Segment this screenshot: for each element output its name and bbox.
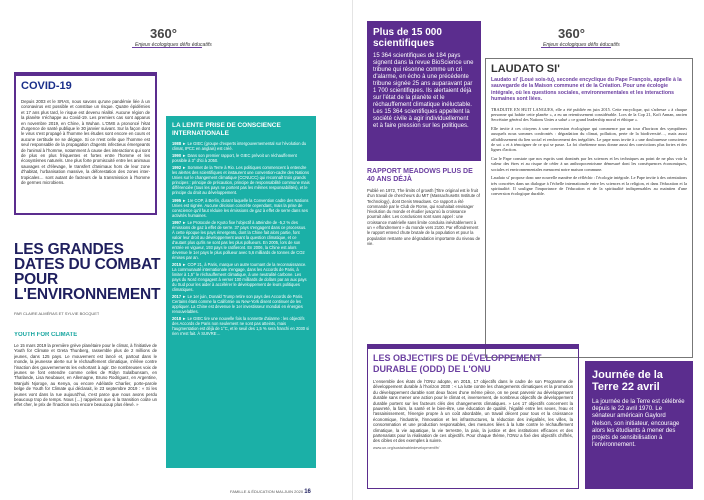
timeline-text: Le GIEC (groupe d'experts intergouvernemental sur l'évolution du climat, IPCC en anglais) est créé. <box>172 141 307 151</box>
section-subtitle: Enjeux écologiques défis éducatifs <box>135 42 212 48</box>
right-page <box>352 0 704 500</box>
earth-day-title: Journée de la Terre 22 avril <box>592 369 663 393</box>
odd-link[interactable]: www.un.org/sustainabledevelopment/fr/ <box>373 445 440 450</box>
timeline-text: Dans son premier rapport, le GIEC prévoit un réchauffement possible à 3° d'ici à 2050. <box>172 153 297 164</box>
covid-box <box>14 72 157 215</box>
byline: PAR CLAIRE ALMÉRAS ET SYLVIE BOCQUET <box>14 311 100 316</box>
timeline-item: 2015 ► COP 21, à Paris, marque un autre tournant de la reconnaissance. La communauté internationale s'engage, dans les Accords de Paris, à limiter à 1,5° le réchauffement climatique, à une neutralité carbone. Les pays du Nord s'engagent à verser 100 milliards de dollars par an aux pays du Sud pour les aider à accélérer le développement de leurs politiques climatiques. <box>172 261 307 292</box>
laudato-si-title: LAUDATO SI' <box>491 63 560 75</box>
laudato-si-p1: TRADUITE EN HUIT LANGUES, elle a été publiée en juin 2015. Cette encyclique, qui s'adresse « à chaque personne qui habite cette planète », a eu un retentissement considérable. Lors de la Cop 21, Kofi Annan, ancien Secrétaire général des Nations Unies a salué « ce grand leadership moral et éthique ». <box>491 106 687 123</box>
timeline-year: 1988 <box>172 141 182 146</box>
odd-box <box>367 344 579 489</box>
odd-text: L'ensemble des états de l'ONU adopte, en 2015, 17 objectifs dans le cadre de son Programme de développement durable à l'horizon 2030 : « La lutte contre les changements climatiques et la promotion du développement durable sont deux faces d'une même pièce, on ne peut parvenir au développement durable sans mener une action pour le climat et, inversement, de nombreux objectifs de développement durable portent sur les facteurs clés des changements climatiques. » Les 17 objectifs concernent la pauvreté, la faim, la santé et le bien-être, une éducation de qualité, l'égalité entre les sexes, l'eau et l'assainissement, l'énergie propre à un coût abordable, un travail décent pour tous et la croissance économique, l'industrie, l'innovation et les infrastructures, la réduction des inégalités, les villes, la consommation et une production responsables, des mesures liées à la lutte contre le réchauffement climatique, la vie aquatique, la vie terrestre, la paix, la justice et des institutions efficaces et des partenariats pour la réalisation de ces objectifs. Pour chaque thème, l'ONU a fixé des objectifs chiffrés, des cibles et des exemples à suivre. <box>373 379 573 444</box>
laudato-si-lede: Laudato si' (Loué sois-tu), seconde encyclique du Pape François, appelle à la sauvegarde de la Maison commune et de la Création. Pour une écologie intégrale, où les questions sociales, environnementales et les interactions humaines sont liées. <box>491 77 682 103</box>
footer-publication: FAMILLE & ÉDUCATION <box>230 489 275 494</box>
footer <box>230 489 311 495</box>
timeline-item: 1995 ► 1re COP, à Berlin, durant laquelle la Convention cadre des Nations Unies est signée. Aucune décision concrète cependant, mais la prise de conscience qu'il faut réduire les émissions de gaz à effet de serre dans ses activités humaines. <box>172 197 309 218</box>
laudato-si-p2: Elle invite à ces citoyens à une conversion écologique qui commence par un tour d'horizon des symptômes auxquels nous sommes confrontés : dégradation du climat, pollution, perte de la biodiversité…, mais aussi affaiblissement du lien social et renforcement des inégalités. Le pape nous invite à « une douloureuse conscience de soi » et à témoigner de ce qui se passe. La foi chrétienne nous donne aussi des convictions plus fortes et des lignes d'action. <box>491 125 687 153</box>
youth-for-climate-title: YOUTH FOR CLIMATE <box>14 332 78 338</box>
meadows-text: Publié en 1972, The limits of growth [Titre original est le fruit d'un travail de chercheurs du MIT (Massachusetts Institute of Technology), dont Denis Meadows. Ce rapport a été commandé par le Club de Rome, qui souhaitait envisager l'évolution du monde et étudier jusqu'où la croissance pourrait aller. Les conclusions sont sans appel : une croissance matérielle sans limite conduira inévitablement à un « effondrement » du monde vers 2100. Par effondrement le rapport entend chute brutale de la population et pour la population restante une dégradation importante du niveau de vie. <box>367 188 481 246</box>
youth-for-climate-text: Le 15 mars 2019 la première grève planétaire pour le climat, à l'initiative de Youth for Climate et Greta Thunberg, rassemble plus de 2 millions de jeunes, dans 125 pays. Le mouvement est lancé et, partout dans le monde, la jeunesse alerte sur le réchauffement climatique, s'élève contre l'inaction des gouvernements les exhortant à agir. De nombreuses voix de jeunes se font entendre comme celles de Ridyn Sulalbunsam, en Thaïlande, Lisa Neubauer, en Allemagne, Bruno Rodriguez, en Argentine, Wanjuhi Njoroge, au Kenya, ou encore Adélaïde Charlier, porte-parole belge de Youth for Climate qui déclarait, le 23 septembre 2019 : « Si les jeunes vont dans la rue aujourd'hui, c'est parce que nous avons perdu beaucoup trop de temps. Nous (…) rappelons que si la transition coûte un effet cher, le prix de l'inaction sera encore beaucoup plus élevé. » <box>14 343 157 408</box>
timeline-title: LA LENTE PRISE DE CONSCIENCE INTERNATIONALE <box>172 122 281 137</box>
timeline-list <box>172 141 310 336</box>
odd-title: LES OBJECTIFS DE DÉVELOPPEMENT DURABLE (ODD) DE L'ONU <box>373 353 542 374</box>
scientists-box <box>367 21 481 161</box>
covid-title: COVID-19 <box>21 80 72 92</box>
earth-day-box <box>585 361 693 489</box>
timeline-year: 1990 <box>172 153 182 159</box>
timeline-text: Le GIEC tire une nouvelle fois la sonnette d'alarme : les objectifs des Accords de Paris non seulement ne sont pas atteints, mais l'augmentation est déjà de 1°C, et le seuil des 1,5 % sera franchi en 2030 si rien n'est fait. À SUIVRE… <box>172 316 310 337</box>
timeline-text: Le 1er juin, Donald Trump retire son pays des Accords de Paris. Certains états comme la Californie ou New-York disent continuer de les appliquer. La Chine est devenue le 1er investisseur mondial en énergies renouvelables. <box>172 294 304 315</box>
page-number: 16 <box>304 489 311 495</box>
timeline-text: Sommet de la Terre à Rio. Les politiques commencent à entendre les alertes des scientifiques et instaurent une convention-cadre des Nations Unies sur le changement climatique (CCNUCC) qui reconnaît trois grands principes : principe de précaution, principe de responsabilité commune mais différenciée (tous les pays ne portent pas les mêmes responsabilités), et le principe du droit au développement. <box>172 165 310 196</box>
timeline-year: 1995 <box>172 197 182 203</box>
timeline-item: 1992 ► Sommet de la Terre à Rio. Les politiques commencent à entendre les alertes des scientifiques et instaurent une convention-cadre des Nations Unies sur le changement climatique (CCNUCC) qui reconnaît trois grands principes : principe de précaution, principe de responsabilité commune mais différenciée (tous les pays ne portent pas les mêmes responsabilités), et le principe du droit au développement. <box>172 165 310 196</box>
timeline-item: 1990 ► Dans son premier rapport, le GIEC prévoit un réchauffement possible à 3° d'ici à 2050. <box>172 153 297 164</box>
scientists-title: Plus de 15 000 scientifiques <box>373 27 442 49</box>
timeline-year: 2015 <box>172 261 182 267</box>
timeline-panel <box>166 116 316 468</box>
timeline-item: 1997 ► Le Protocole de Kyoto fixe l'objectif à atteindre de -5,2 % des émissions de gaz à effet de serre. 37 pays s'engagent dans ce processus. À cette époque les pays émergents, dont la Chine fait alors partie, font valoir leur droit au développement avant la question climatique, et ce d'autant plus qu'ils ne sont pas les plus pollueurs. En 2005, lors de son entrée en vigueur, 193 pays le ratifieront. En 2006, la Chine est alors devenue le 1er pays le plus pollueur avec 5,6 milliards de tonnes de CO2 émises par an. <box>172 219 307 260</box>
timeline-item: 1988 ► Le GIEC (groupe d'experts intergouvernemental sur l'évolution du climat, IPCC en anglais) est créé. <box>172 141 307 151</box>
laudato-si-p3: Car le Pape constate que nos esprits sont dominés par les sciences et les techniques au point de ne plus voir la valeur des êtres et au risque de céder à un anthropocentrisme démesuré dont les conséquences économiques, sociales et environnementales menacent notre maison commune. <box>491 155 687 172</box>
timeline-year: 1992 <box>172 165 182 171</box>
timeline-item: 2018 ► Le GIEC tire une nouvelle fois la sonnette d'alarme : les objectifs des Accords de Paris non seulement ne sont pas atteints, mais l'augmentation est déjà de 1°C, et le seuil des 1,5 % sera franchi en 2030 si rien n'est fait. À SUIVRE… <box>172 316 310 337</box>
laudato-si-box <box>485 58 693 358</box>
article-title: LES GRANDES DATES DU COMBAT POUR L'ENVIRONNEMENT <box>14 242 161 302</box>
earth-day-text: La journée de la Terre est célébrée depuis le 22 avril 1970. Le sénateur américain Gaylord Nelson, son initiateur, encourage alors les étudiants à mener des projets de sensibilisation à l'environnement. <box>592 399 685 449</box>
laudato-si-p4: Laudato si' propose donc une nouvelle manière de réfléchir : l'écologie intégrale. Le Pape invite à des orientations très concrètes dans un dialogue à l'échelle internationale entre les sciences et la religion, et dans l'éducation et la spiritualité. Il souligne l'importance de l'éducation et de la spiritualité indispensables au maintien d'une conversion écologique durable. <box>491 175 687 197</box>
timeline-text: COP 21, à Paris, marque un autre tournant de la reconnaissance. La communauté internationale s'engage, dans les Accords de Paris, à limiter à 1,5° le réchauffement climatique, à une neutralité carbone. Les pays du Nord s'engagent à verser 100 milliards de dollars par an aux pays du Sud pour les aider à accélérer le développement de leurs politiques climatiques. <box>172 261 307 292</box>
timeline-text: Le Protocole de Kyoto fixe l'objectif à atteindre de -5,2 % des émissions de gaz à effet de serre. 37 pays s'engagent dans ce processus. À cette époque les pays émergents, dont la Chine fait alors partie, font valoir leur droit au développement avant la question climatique, et ce d'autant plus qu'ils ne sont pas les plus pollueurs. En 2005, lors de son entrée en vigueur, 193 pays le ratifieront. En 2006, la Chine est alors devenue le 1er pays le plus pollueur avec 5,6 milliards de tonnes de CO2 émises par an. <box>172 219 307 260</box>
footer-issue: MAI-JUIN 2020 <box>275 489 304 494</box>
section-logo-right: 360° <box>558 26 585 41</box>
meadows-title: RAPPORT MEADOWS PLUS DE 40 ANS DÉJÀ <box>367 168 473 183</box>
scientists-text: 15 364 scientifiques de 184 pays signent dans la revue BioScience une tribune qui résonne comme un cri d'alarme, en écho à une précédente tribune signée 25 ans auparavant par 1 700 scientifiques. Ils alertaient déjà sur l'état de la planète et le réchauffement climatique inéluctable. Les 15 364 scientifiques appellent la société civile à agir individuellement et à faire pression sur les politiques. <box>373 53 474 129</box>
section-subtitle-right: Enjeux écologiques défis éducatifs <box>543 42 620 48</box>
section-logo: 360° <box>150 26 177 41</box>
timeline-year: 2018 <box>172 316 182 322</box>
covid-text: Depuis 2003 et le SRAS, nous savons qu'une pandémie liée à un coronavirus est possible et constitue un risque. Quatre épidémies et 17 ans plus tard, le risque est devenu réalité. Aucune région de la planète n'échappe au Covid-19. Les premiers cas sont apparus en novembre 2019, en Chine, à Wuhan. L'OMS a prononcé l'état d'urgence de santé publique le 30 janvier suivant. Sur la façon dont le virus s'est propagé à l'homme les études sont encore en cours et aucune certitude ne se dégage. Si ce n'est celle que l'homme est seul responsable de la propagation d'agents infectieux émergeants de l'animal à l'homme, notamment à cause des interactions qui sont de plus en plus fréquentes et fortes entre l'homme et les écosystèmes naturels. Une plus forte promiscuité entre les animaux sauvages et d'élevage, le transfert d'animaux hors de leur zone d'habitat, l'urbanisation massive, la déforestation des zones inter-tropicales… sont autant de facteurs de la transmission à l'homme de germes microbiens. <box>21 99 150 186</box>
timeline-year: 1997 <box>172 219 182 225</box>
timeline-item: 2017 ► Le 1er juin, Donald Trump retire son pays des Accords de Paris. Certains états comme la Californie ou New-York disent continuer de les appliquer. La Chine est devenue le 1er investisseur mondial en énergies renouvelables. <box>172 294 304 315</box>
timeline-text: 1re COP, à Berlin, durant laquelle la Convention cadre des Nations Unies est signée. Aucune décision concrète cependant, mais la prise de conscience qu'il faut réduire les émissions de gaz à effet de serre dans ses activités humaines. <box>172 197 309 218</box>
timeline-year: 2017 <box>172 294 182 300</box>
